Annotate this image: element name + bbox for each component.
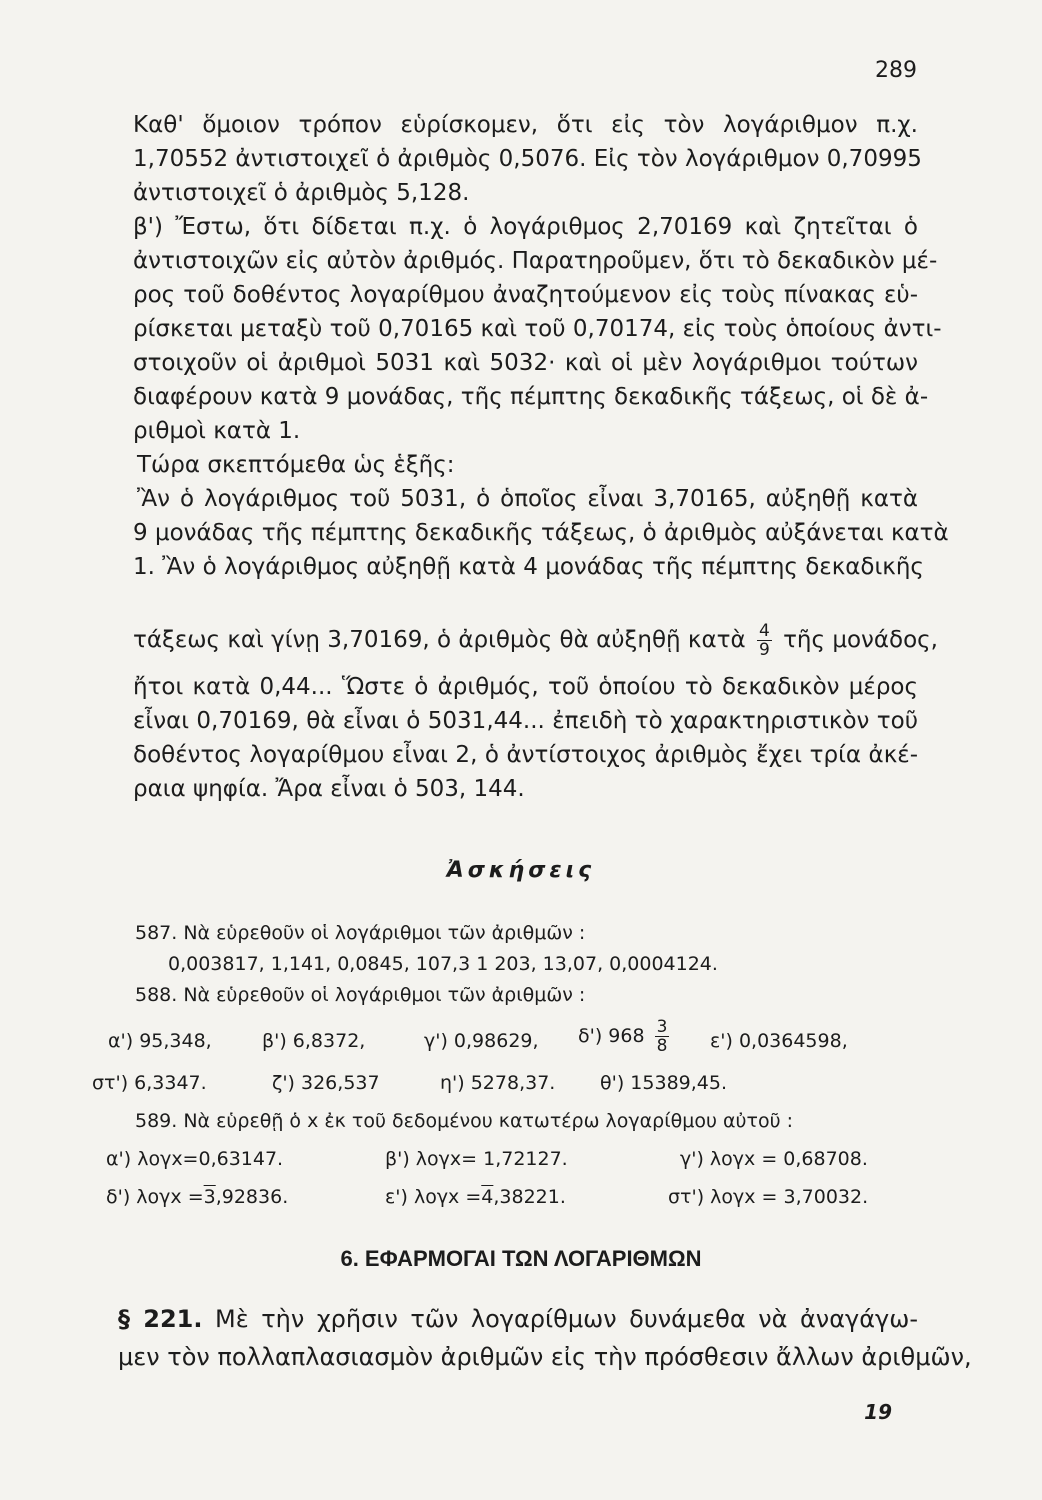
text-line: ρος τοῦ δοθέντος λογαρίθμου ἀναζητούμενον εἰς τοὺς πίνακας εὑ- — [133, 282, 918, 308]
text-line: ριθμοὶ κατὰ 1. — [133, 418, 301, 444]
intro-paragraph — [133, 108, 949, 584]
exercise-587 — [135, 918, 955, 980]
item-d-prefix: δ') 968 — [578, 1025, 645, 1047]
text-line: μεν τὸν πολλαπλασιασμὸν ἀριθμῶν εἰς τὴν πρόσθεσιν ἄλλων ἀριθμῶν, — [118, 1343, 972, 1371]
text-line: ραια ψηφία. Ἄρα εἶναι ὁ 503, 144. — [133, 776, 525, 802]
page-number: 289 — [875, 58, 917, 83]
exercise-588-item-z: ζ') 326,537 — [272, 1072, 380, 1094]
text-segment: τῆς μονάδος, — [783, 627, 938, 653]
section-221-paragraph — [118, 1300, 972, 1376]
text-segment: τάξεως καὶ γίνῃ 3,70169, ὁ ἀριθμὸς θὰ αὐξηθῇ κατὰ — [133, 627, 746, 653]
item-e-rest: ,38221. — [493, 1186, 566, 1208]
exercise-589-title: 589. Νὰ εὑρεθῇ ὁ x ἐκ τοῦ δεδομένου κατωτέρω λογαρίθμου αὐτοῦ : — [135, 1110, 794, 1132]
text-line: διαφέρουν κατὰ 9 μονάδας, τῆς πέμπτης δεκαδικῆς τάξεως, οἱ δὲ ἀ- — [133, 384, 929, 410]
text-line: 1,70552 ἀντιστοιχεῖ ὁ ἀριθμὸς 0,5076. Εἰς τὸν λογάριθμον 0,70995 — [133, 146, 922, 172]
section-title: 6. ΕΦΑΡΜΟΓΑΙ ΤΩΝ ΛΟΓΑΡΙΘΜΩΝ — [340, 1246, 702, 1271]
exercise-587-title: 587. Νὰ εὑρεθοῦν οἱ λογάριθμοι τῶν ἀριθμῶν : — [135, 922, 586, 944]
exercise-588-item-d — [578, 1018, 673, 1055]
text-line: ἀντιστοιχεῖ ὁ ἀριθμὸς 5,128. — [133, 180, 470, 206]
fraction-three-eighths — [655, 1018, 670, 1055]
exercise-588-item-b: β') 6,8372, — [262, 1030, 366, 1052]
exercise-589-item-g: γ') λογx = 0,68708. — [680, 1148, 868, 1170]
text-line: δοθέντος λογαρίθμου εἶναι 2, ὁ ἀντίστοιχος ἀριθμὸς ἔχει τρία ἀκέ- — [133, 742, 918, 768]
exercise-589-item-e — [385, 1186, 566, 1208]
exercise-589-item-d — [106, 1186, 288, 1208]
exercise-588-item-g: γ') 0,98629, — [424, 1030, 539, 1052]
exercise-588-item-st: στ') 6,3347. — [92, 1072, 207, 1094]
text-line: β') Ἔστω, ὅτι δίδεται π.χ. ὁ λογάριθμος 2,70169 καὶ ζητεῖται ὁ — [133, 214, 918, 240]
fraction-numerator: 3 — [656, 1017, 668, 1037]
text-line: Ἂν ὁ λογάριθμος τοῦ 5031, ὁ ὁποῖος εἶναι 3,70165, αὐξηθῇ κατὰ — [137, 486, 918, 512]
text-line: στοιχοῦν οἱ ἀριθμοὶ 5031 καὶ 5032· καὶ οἱ μὲν λογάριθμοι τούτων — [133, 350, 918, 376]
exercise-587-values: 0,003817, 1,141, 0,0845, 107,3 1 203, 13,07, 0,0004124. — [168, 953, 718, 975]
fraction-denominator: 9 — [758, 640, 770, 660]
item-d-rest: ,92836. — [215, 1186, 289, 1208]
exercise-588-item-th: θ') 15389,45. — [600, 1072, 727, 1094]
exercise-589-item-a: α') λογx=0,63147. — [106, 1148, 284, 1170]
text-line: 9 μονάδας τῆς πέμπτης δεκαδικῆς τάξεως, ὁ ἀριθμὸς αὐξάνεται κατὰ — [133, 520, 949, 546]
text-line: ρίσκεται μεταξὺ τοῦ 0,70165 καὶ τοῦ 0,70174, εἰς τοὺς ὁποίους ἀντι- — [133, 316, 942, 342]
bar-characteristic: 4 — [481, 1186, 494, 1208]
signature-mark: 19 — [864, 1400, 892, 1424]
exercises-heading: Ἀσκήσεις — [446, 858, 596, 883]
exercise-589-item-st: στ') λογx = 3,70032. — [668, 1186, 869, 1208]
exercise-588-title: 588. Νὰ εὑρεθοῦν οἱ λογάριθμοι τῶν ἀριθμῶν : — [135, 984, 586, 1006]
exercise-588-item-a: α') 95,348, — [108, 1030, 212, 1052]
fraction-line — [133, 618, 938, 662]
text-line — [118, 1300, 918, 1338]
text-line: 1. Ἂν ὁ λογάριθμος αὐξηθῇ κατὰ 4 μονάδας τῆς πέμπτης δεκαδικῆς — [133, 554, 924, 580]
item-e-prefix: ε') λογx = — [385, 1186, 482, 1208]
fraction-numerator: 4 — [758, 621, 770, 641]
fraction-four-ninths — [757, 622, 772, 659]
exercise-588-item-e: ε') 0,0364598, — [710, 1030, 848, 1052]
section-label: § 221. — [118, 1305, 203, 1333]
text-line: Καθ' ὅμοιον τρόπον εὑρίσκομεν, ὅτι εἰς τὸν λογάριθμον π.χ. — [133, 112, 918, 138]
bar-characteristic: 3 — [203, 1186, 216, 1208]
text-line: Τώρα σκεπτόμεθα ὡς ἑξῆς: — [137, 452, 455, 478]
text-line: ἤτοι κατὰ 0,44... Ὥστε ὁ ἀριθμός, τοῦ ὁποίου τὸ δεκαδικὸν μέρος — [133, 674, 918, 700]
text-line: εἶναι 0,70169, θὰ εἶναι ὁ 5031,44... ἐπειδὴ τὸ χαρακτηριστικὸν τοῦ — [133, 708, 918, 734]
item-d-prefix: δ') λογx = — [106, 1186, 204, 1208]
conclusion-paragraph — [133, 670, 918, 806]
exercise-588-item-h: η') 5278,37. — [440, 1072, 556, 1094]
text-line: ἀντιστοιχῶν εἰς αὐτὸν ἀριθμός. Παρατηροῦμεν, ὅτι τὸ δεκαδικὸν μέ- — [133, 248, 938, 274]
exercise-589-item-b: β') λογx= 1,72127. — [385, 1148, 568, 1170]
text-segment: Μὲ τὴν χρῆσιν τῶν λογαρίθμων δυνάμεθα νὰ ἀναγάγω- — [215, 1305, 918, 1333]
fraction-denominator: 8 — [656, 1036, 668, 1056]
